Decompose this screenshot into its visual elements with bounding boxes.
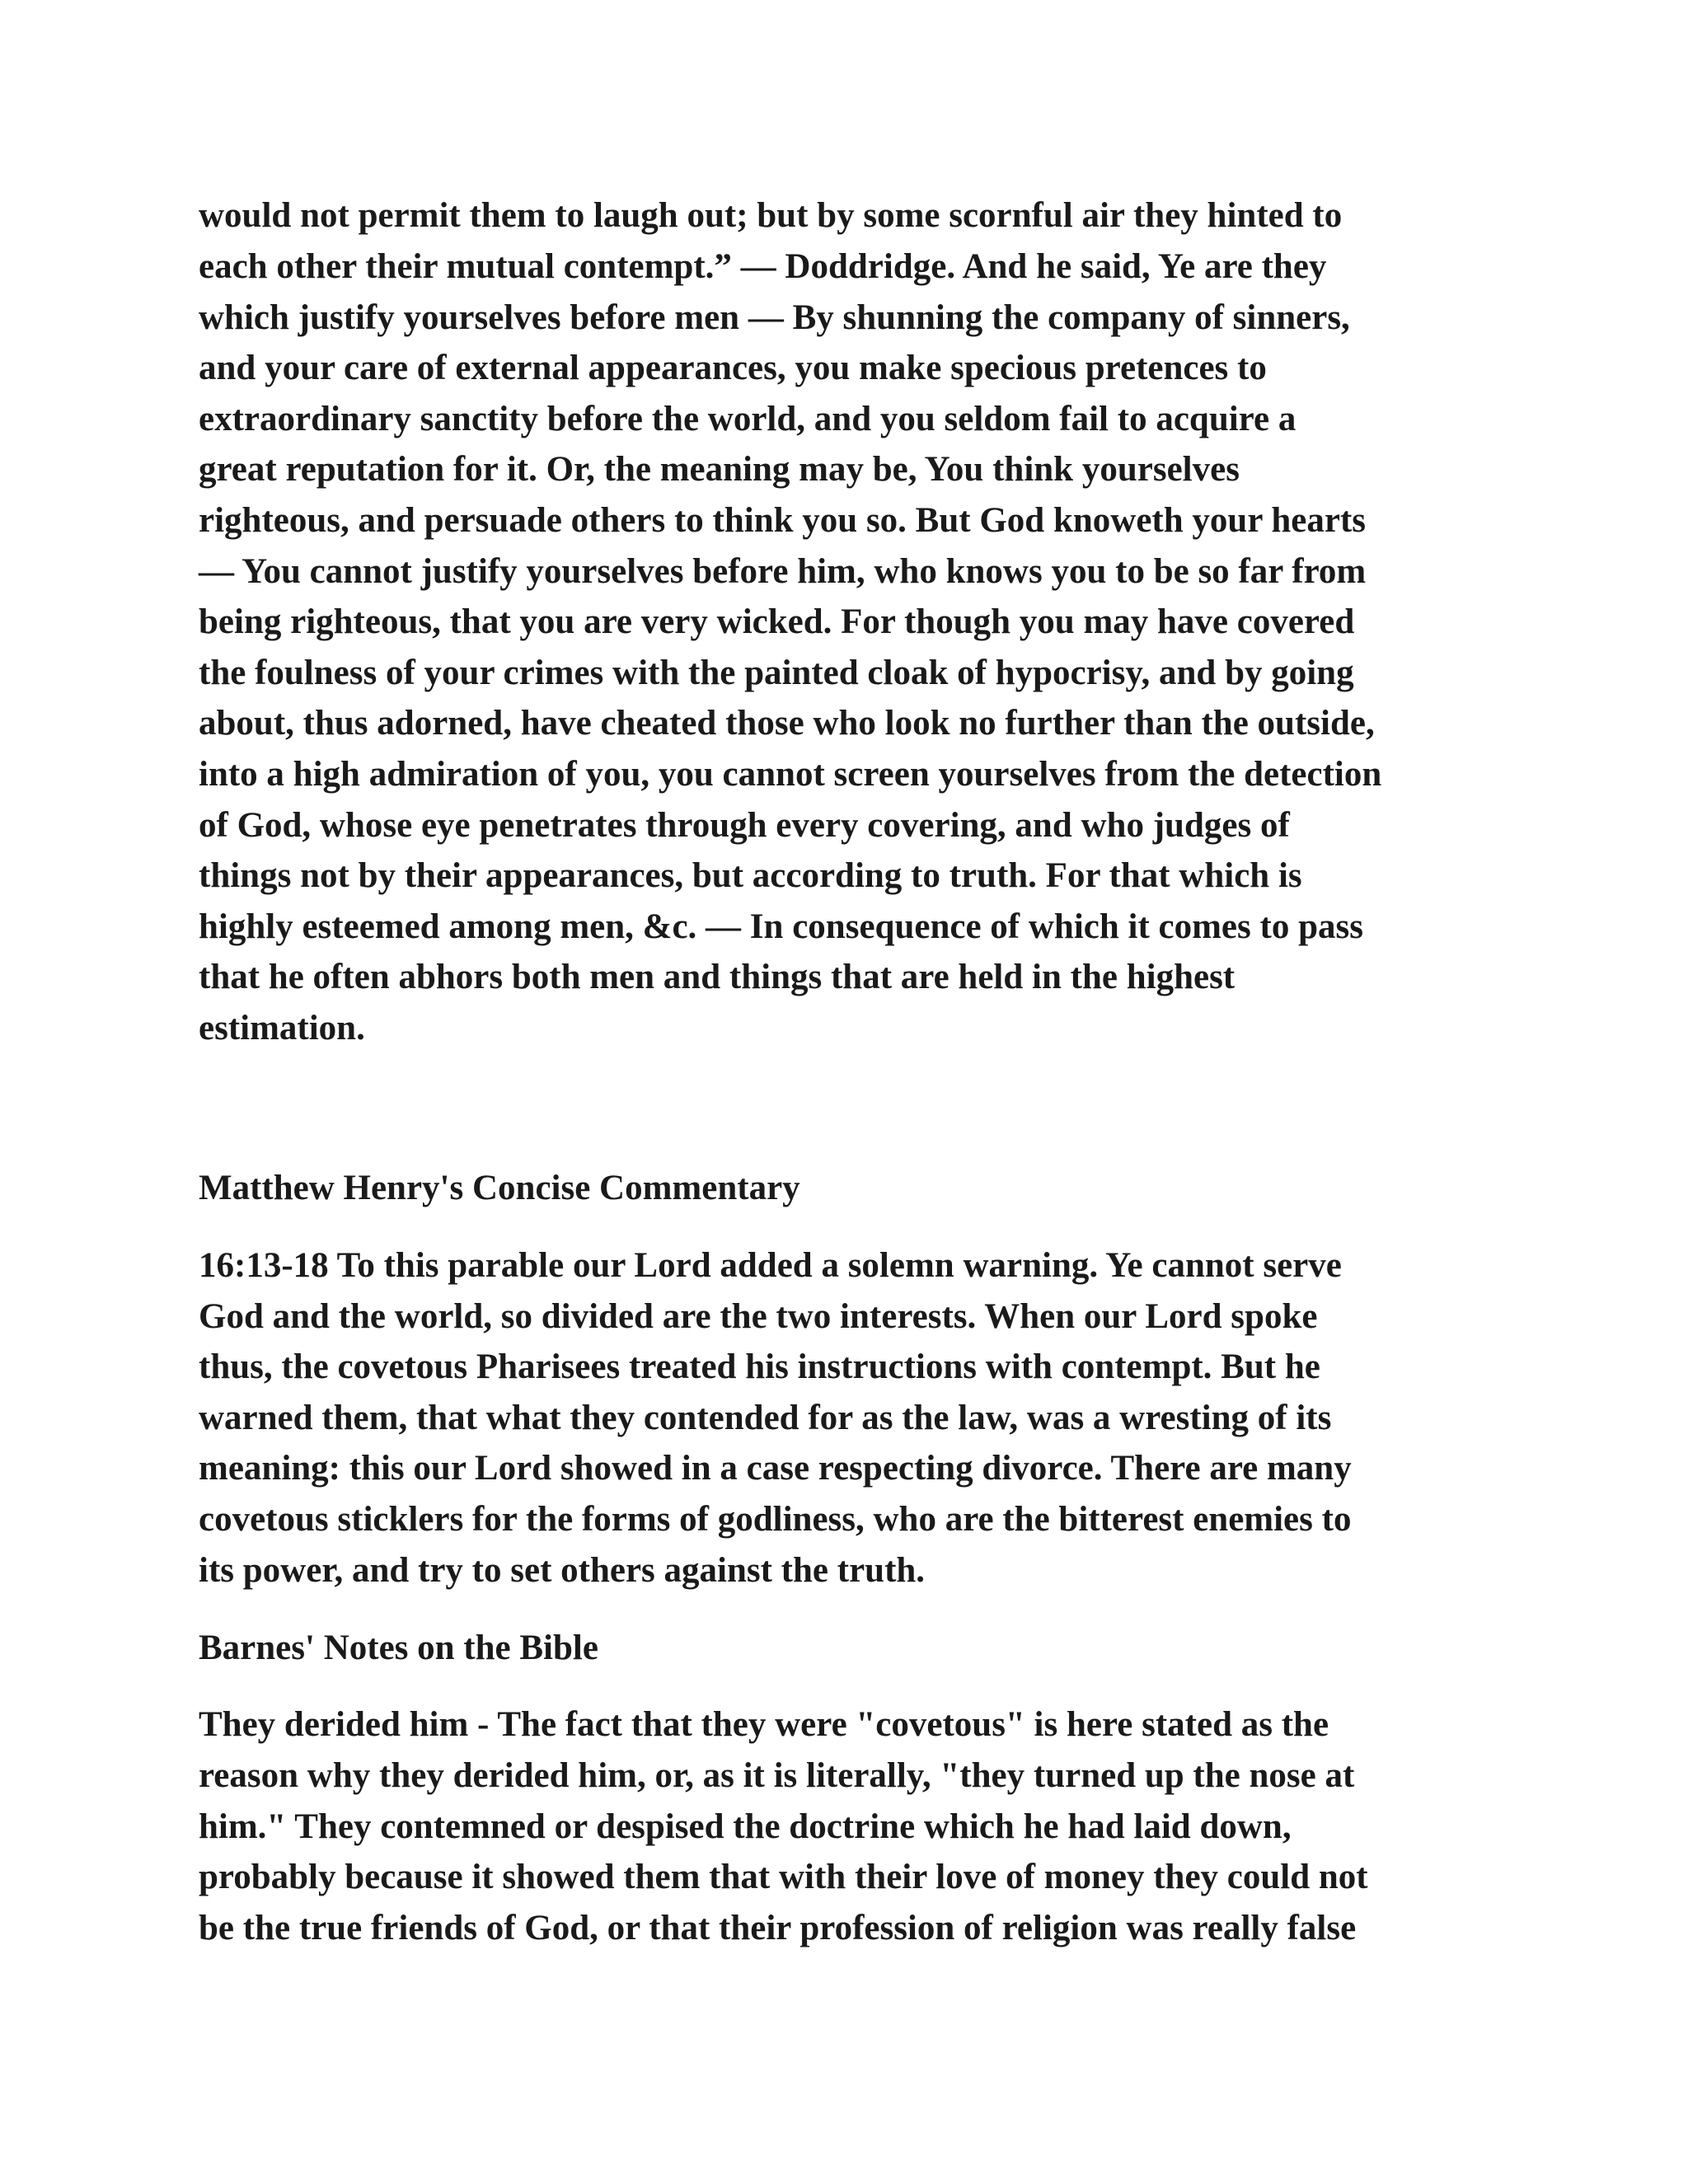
paragraph-line: being righteous, that you are very wicked. For though you may have covered xyxy=(199,602,1355,641)
paragraph-line: warned them, that what they contended for as the law, was a wresting of its xyxy=(199,1399,1332,1437)
paragraph-line: into a high admiration of you, you cannot screen yourselves from the detection xyxy=(199,755,1382,794)
paragraph-line: probably because it showed them that with their love of money they could not xyxy=(199,1858,1368,1896)
paragraph-line: 16:13-18 To this parable our Lord added a solemn warning. Ye cannot serve xyxy=(199,1246,1342,1285)
paragraph-line: and your care of external appearances, you make specious pretences to xyxy=(199,349,1267,387)
paragraph-line: him." They contemned or despised the doctrine which he had laid down, xyxy=(199,1807,1292,1846)
paragraph-line: righteous, and persuade others to think you so. But God knoweth your hearts xyxy=(199,501,1367,540)
paragraph-line: that he often abhors both men and things that are held in the highest xyxy=(199,958,1236,996)
paragraph-line: would not permit them to laugh out; but by some scornful air they hinted to xyxy=(199,196,1343,235)
paragraph-line: about, thus adorned, have cheated those who look no further than the outside, xyxy=(199,704,1375,743)
paragraph-line: — You cannot justify yourselves before him, who knows you to be so far from xyxy=(199,552,1367,591)
paragraph-line: of God, whose eye penetrates through every covering, and who judges of xyxy=(199,806,1290,845)
paragraph-line: estimation. xyxy=(199,1009,365,1047)
paragraph-line: They derided him - The fact that they were "covetous" is here stated as the xyxy=(199,1705,1329,1744)
paragraph-line: highly esteemed among men, &c. — In consequence of which it comes to pass xyxy=(199,907,1363,946)
paragraph-line: extraordinary sanctity before the world, and you seldom fail to acquire a xyxy=(199,400,1296,438)
paragraph-line: meaning: this our Lord showed in a case respecting divorce. There are many xyxy=(199,1449,1352,1488)
paragraph-line: each other their mutual contempt.” — Doddridge. And he said, Ye are they xyxy=(199,247,1327,286)
paragraph-line: God and the world, so divided are the two interests. When our Lord spoke xyxy=(199,1297,1318,1336)
paragraph-line: its power, and try to set others against the truth. xyxy=(199,1551,926,1590)
section-heading: Matthew Henry's Concise Commentary xyxy=(199,1169,800,1207)
paragraph-line: be the true friends of God, or that their profession of religion was really false xyxy=(199,1909,1357,1947)
paragraph-line: thus, the covetous Pharisees treated his instructions with contempt. But he xyxy=(199,1347,1320,1386)
section-heading: Barnes' Notes on the Bible xyxy=(199,1629,598,1667)
paragraph-line: things not by their appearances, but according to truth. For that which is xyxy=(199,856,1302,895)
paragraph-line: great reputation for it. Or, the meaning may be, You think yourselves xyxy=(199,450,1240,489)
paragraph-line: reason why they derided him, or, as it is literally, "they turned up the nose at xyxy=(199,1756,1355,1795)
paragraph-line: covetous sticklers for the forms of godliness, who are the bitterest enemies to xyxy=(199,1500,1352,1539)
paragraph-line: the foulness of your crimes with the painted cloak of hypocrisy, and by going xyxy=(199,654,1354,692)
paragraph-line: which justify yourselves before men — By shunning the company of sinners, xyxy=(199,298,1350,337)
